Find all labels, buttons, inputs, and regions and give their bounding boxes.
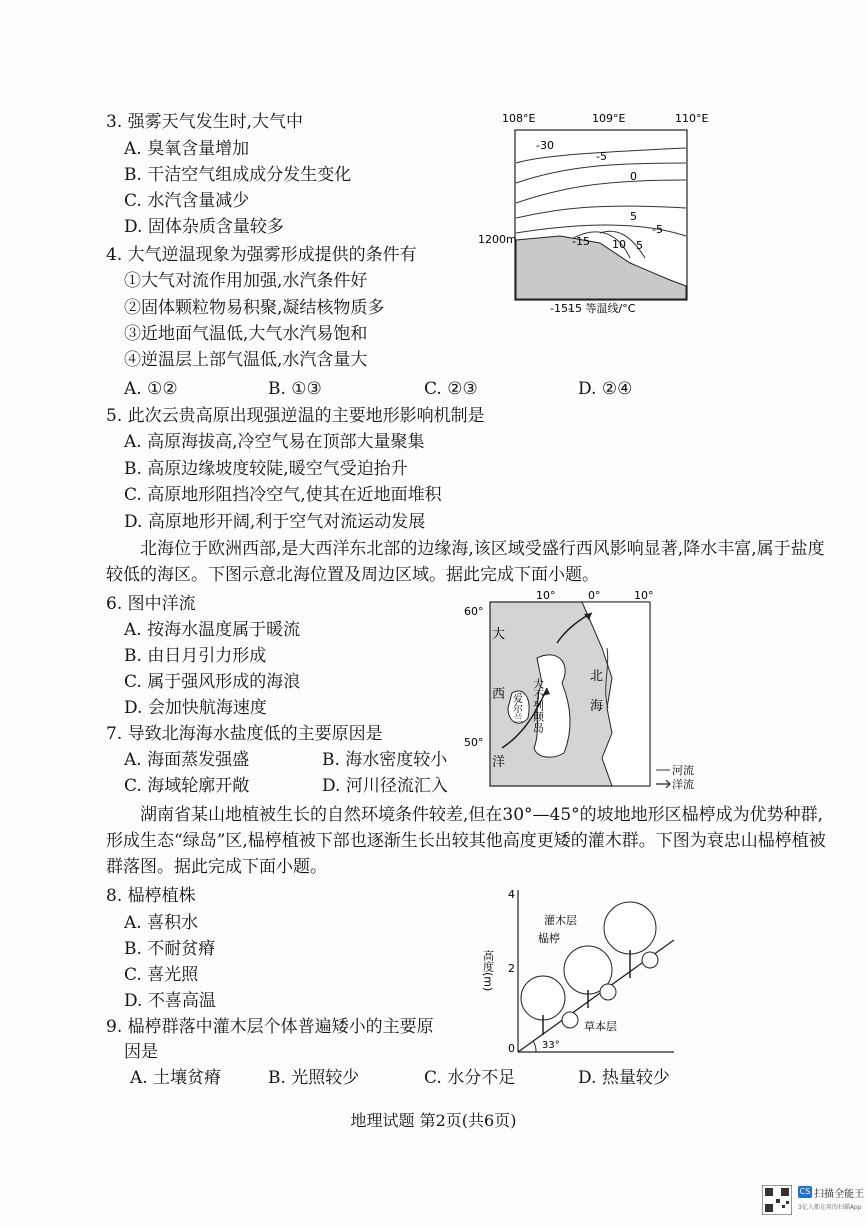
slope-vegetation-figure (478, 880, 678, 1062)
label-slope-angle: 33° (542, 1040, 560, 1051)
label-tree: 榀楟 (538, 932, 560, 945)
q6-option-d: D. 会加快航海速度 (124, 698, 267, 718)
legend-current-icon (656, 780, 670, 788)
q7-stem: 7. 导致北海海水盐度低的主要原因是 (106, 724, 383, 744)
scanner-badge-title: 扫描全能王 (814, 1189, 864, 1200)
q5-option-c: C. 高原地形阻挡冷空气,使其在近地面堆积 (124, 485, 442, 505)
isotherm-legend: 15 等温线/°C (568, 302, 636, 315)
tree-crown-3 (604, 902, 656, 954)
scanner-badge (760, 1180, 864, 1220)
isotherm-elevation-1200: 1200m (478, 233, 517, 246)
shrub-3 (642, 952, 658, 968)
page-footer: 地理试题 第2页(共6页) (350, 1111, 517, 1130)
q3-option-c: C. 水汽含量减少 (124, 191, 250, 211)
q9-options (0, 1066, 867, 1090)
scanner-badge-subtitle: 3亿人都在用的扫描App (798, 1204, 862, 1211)
q9-option-a: A. 土壤贫瘠 (130, 1068, 222, 1088)
q7-option-d: D. 河川径流汇入 (322, 776, 448, 796)
y-tick-2: 2 (508, 962, 515, 975)
legend-river: 河流 (672, 764, 694, 777)
q4-option-a: A. ①② (124, 379, 178, 399)
q7-option-c: C. 海域轮廓开敞 (124, 776, 250, 796)
y-tick-0: 0 (508, 1042, 515, 1055)
q3-option-a: A. 臭氧含量增加 (124, 139, 250, 159)
north-sea-map (462, 588, 712, 793)
map-label-great-britain: 大不列颠岛 (531, 678, 545, 733)
q4-item-4: ④逆温层上部气温低,水汽含量大 (124, 350, 368, 370)
contour-label-0: 0 (630, 170, 637, 183)
q8-option-a: A. 喜积水 (124, 913, 199, 933)
q8-option-d: D. 不喜高温 (124, 991, 216, 1011)
q6-option-c: C. 属于强风形成的海浪 (124, 672, 301, 692)
q7-options-row-2 (0, 774, 460, 798)
q9-stem-line-1: 9. 榀楟群落中灌木层个体普遍矮小的主要原 (106, 1017, 434, 1037)
isotherm-lon-108: 108°E (502, 112, 536, 125)
map-label-xi: 西 (492, 687, 506, 702)
legend-current: 洋流 (672, 778, 694, 791)
isotherm-lon-110: 110°E (675, 112, 709, 125)
q4-option-c: C. ②③ (424, 379, 478, 399)
q9-option-c: C. 水分不足 (424, 1068, 516, 1088)
map-label-hai: 海 (590, 699, 604, 714)
contour-label-minus30: -30 (536, 139, 554, 152)
map-lon-west-10: 10° (536, 589, 556, 602)
isotherm-figure (470, 108, 720, 328)
isotherm-lon-109: 109°E (592, 112, 626, 125)
map-label-bei: 北 (590, 669, 604, 684)
q5-option-b: B. 高原边缘坡度较陡,暖空气受迫抬升 (124, 459, 408, 479)
q4-options (0, 377, 867, 401)
q6-stem: 6. 图中洋流 (106, 594, 196, 614)
q4-option-d: D. ②④ (578, 379, 633, 399)
q7-options-row-1 (0, 748, 460, 772)
q3-option-d: D. 固体杂质含量较多 (124, 217, 284, 237)
qr-code-icon (762, 1185, 792, 1215)
map-lon-0: 0° (588, 589, 601, 602)
q4-item-2: ②固体颗粒物易积聚,凝结核物质多 (124, 298, 385, 318)
cs-logo-icon: CS (799, 1187, 811, 1196)
contour-label-5: 5 (630, 210, 637, 223)
q3-stem: 3. 强雾天气发生时,大气中 (106, 112, 304, 132)
map-lat-50: 50° (464, 736, 484, 749)
q9-option-b: B. 光照较少 (268, 1068, 360, 1088)
map-label-yang: 洋 (492, 755, 506, 770)
q7-option-b: B. 海水密度较小 (322, 750, 448, 770)
map-label-da: 大 (492, 627, 506, 642)
q8-option-b: B. 不耐贫瘠 (124, 939, 216, 959)
q9-stem-line-2: 因是 (124, 1042, 158, 1062)
contour-label-minus15: -15 (572, 235, 590, 248)
q3-option-b: B. 干洁空气组成成分发生变化 (124, 165, 352, 185)
q4-item-1: ①大气对流作用加强,水汽条件好 (124, 271, 368, 291)
q4-stem: 4. 大气逆温现象为强雾形成提供的条件有 (106, 245, 417, 265)
passage-hunan-vegetation: 湖南省某山地植被生长的自然环境条件较差,但在30°—45°的坡地地形区榀楟成为优势种群,形成生态“绿岛”区,榀楟植被下部也逐渐生长出较其他高度更矮的灌木群。下图为衰忠山榀楟植被群落图。据此完成下面小题。 (106, 805, 826, 877)
shrub-2 (600, 984, 616, 1000)
contour-label-minus5: -5 (652, 223, 663, 236)
q4-item-3: ③近地面气温低,大气水汽易饱和 (124, 324, 368, 344)
contour-label-minus5-top: -5 (596, 150, 607, 163)
shrub-1 (562, 1012, 578, 1028)
map-label-ireland: 爱尔兰 (510, 693, 522, 723)
q5-option-a: A. 高原海拔高,冷空气易在顶部大量聚集 (124, 432, 425, 452)
map-lat-60: 60° (464, 605, 484, 618)
angle-arc (533, 1041, 536, 1052)
q6-option-b: B. 由日月引力形成 (124, 646, 267, 666)
tree-crown-1 (521, 976, 565, 1020)
q9-option-d: D. 热量较少 (578, 1068, 670, 1088)
passage-north-sea: 北海位于欧洲西部,是大西洋东北部的边缘海,该区域受盛行西风影响显著,降水丰富,属于盐度较低的海区。下图示意北海位置及周边区域。据此完成下面小题。 (106, 539, 825, 585)
q5-option-d: D. 高原地形开阔,利于空气对流运动发展 (124, 512, 426, 532)
label-shrub-layer: 灌木层 (544, 914, 577, 927)
q6-option-a: A. 按海水温度属于暖流 (124, 620, 301, 640)
y-tick-4: 4 (508, 888, 515, 901)
q4-option-b: B. ①③ (268, 379, 322, 399)
label-herb-layer: 草本层 (584, 1020, 617, 1033)
map-lon-east-10: 10° (634, 589, 654, 602)
contour-label-5b: 5 (636, 239, 643, 252)
q7-option-a: A. 海面蒸发强盛 (124, 750, 250, 770)
isotherm-legend-value: -15- (550, 302, 572, 315)
q5-stem: 5. 此次云贵高原出现强逆温的主要地形影响机制是 (106, 406, 485, 426)
q8-option-c: C. 喜光照 (124, 965, 199, 985)
q8-stem: 8. 榀楟植株 (106, 886, 196, 906)
contour-label-10: 10 (612, 238, 626, 251)
y-axis-label: 高度(m) (481, 950, 495, 992)
